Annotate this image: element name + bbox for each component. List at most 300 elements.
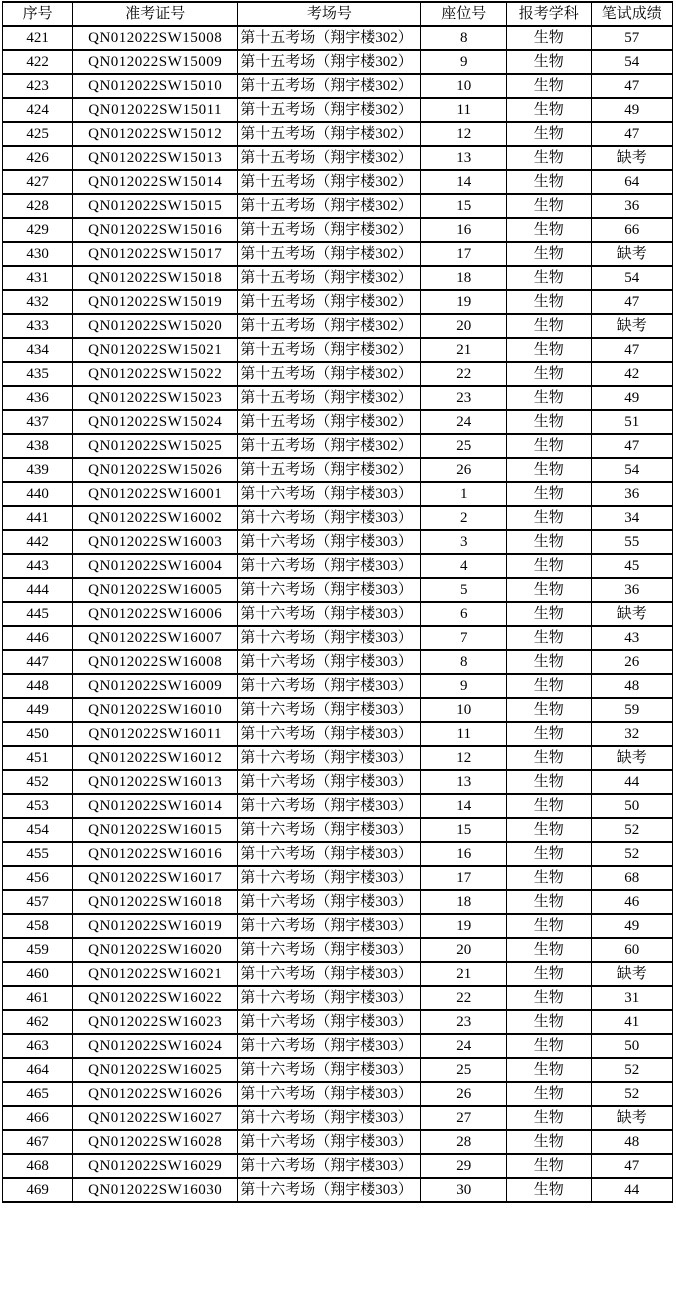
cell-room: 第十五考场（翔宇楼302）: [238, 458, 421, 482]
cell-subject: 生物: [507, 770, 592, 794]
column-header-ticket: 准考证号: [73, 2, 238, 26]
table-row: [3, 626, 673, 650]
table-row: [3, 530, 673, 554]
cell-room: 第十六考场（翔宇楼303）: [238, 650, 421, 674]
cell-ticket: QN012022SW15023: [73, 386, 238, 410]
cell-score: 31: [591, 986, 672, 1010]
cell-score: 48: [591, 1130, 672, 1154]
cell-index: 456: [3, 866, 73, 890]
table-row: [3, 146, 673, 170]
cell-room: 第十五考场（翔宇楼302）: [238, 218, 421, 242]
cell-room: 第十五考场（翔宇楼302）: [238, 242, 421, 266]
cell-subject: 生物: [507, 458, 592, 482]
cell-ticket: QN012022SW15016: [73, 218, 238, 242]
cell-subject: 生物: [507, 314, 592, 338]
cell-room: 第十六考场（翔宇楼303）: [238, 914, 421, 938]
cell-score: 43: [591, 626, 672, 650]
cell-room: 第十六考场（翔宇楼303）: [238, 842, 421, 866]
cell-score: 45: [591, 554, 672, 578]
table-row: [3, 938, 673, 962]
cell-room: 第十六考场（翔宇楼303）: [238, 722, 421, 746]
table-row: [3, 986, 673, 1010]
cell-subject: 生物: [507, 482, 592, 506]
cell-ticket: QN012022SW15012: [73, 122, 238, 146]
table-row: [3, 698, 673, 722]
column-header-subject: 报考学科: [507, 2, 592, 26]
cell-seat: 19: [421, 914, 507, 938]
cell-subject: 生物: [507, 170, 592, 194]
cell-index: 453: [3, 794, 73, 818]
cell-ticket: QN012022SW16005: [73, 578, 238, 602]
cell-index: 467: [3, 1130, 73, 1154]
cell-seat: 17: [421, 242, 507, 266]
cell-subject: 生物: [507, 794, 592, 818]
table-row: [3, 578, 673, 602]
cell-room: 第十六考场（翔宇楼303）: [238, 1010, 421, 1034]
cell-room: 第十五考场（翔宇楼302）: [238, 98, 421, 122]
cell-index: 434: [3, 338, 73, 362]
table-row: [3, 98, 673, 122]
cell-ticket: QN012022SW16001: [73, 482, 238, 506]
cell-score: 50: [591, 1034, 672, 1058]
table-row: [3, 914, 673, 938]
cell-index: 451: [3, 746, 73, 770]
cell-room: 第十六考场（翔宇楼303）: [238, 986, 421, 1010]
cell-index: 445: [3, 602, 73, 626]
table-row: [3, 818, 673, 842]
cell-subject: 生物: [507, 434, 592, 458]
cell-ticket: QN012022SW15021: [73, 338, 238, 362]
table-row: [3, 266, 673, 290]
cell-score: 55: [591, 530, 672, 554]
cell-ticket: QN012022SW16027: [73, 1106, 238, 1130]
cell-index: 437: [3, 410, 73, 434]
cell-ticket: QN012022SW16008: [73, 650, 238, 674]
cell-room: 第十六考场（翔宇楼303）: [238, 674, 421, 698]
cell-score: 36: [591, 194, 672, 218]
cell-index: 468: [3, 1154, 73, 1178]
cell-subject: 生物: [507, 338, 592, 362]
cell-index: 421: [3, 26, 73, 50]
cell-index: 438: [3, 434, 73, 458]
cell-subject: 生物: [507, 506, 592, 530]
cell-index: 431: [3, 266, 73, 290]
cell-room: 第十五考场（翔宇楼302）: [238, 314, 421, 338]
table-row: [3, 1082, 673, 1106]
cell-seat: 6: [421, 602, 507, 626]
cell-seat: 5: [421, 578, 507, 602]
cell-seat: 26: [421, 1082, 507, 1106]
table-row: [3, 218, 673, 242]
cell-score: 26: [591, 650, 672, 674]
cell-score: 59: [591, 698, 672, 722]
cell-seat: 24: [421, 1034, 507, 1058]
cell-room: 第十五考场（翔宇楼302）: [238, 146, 421, 170]
page: [0, 1, 676, 1302]
table-row: [3, 338, 673, 362]
table-row: [3, 1178, 673, 1202]
cell-seat: 8: [421, 650, 507, 674]
cell-room: 第十六考场（翔宇楼303）: [238, 1106, 421, 1130]
cell-ticket: QN012022SW15014: [73, 170, 238, 194]
cell-subject: 生物: [507, 1130, 592, 1154]
cell-seat: 13: [421, 146, 507, 170]
table-row: [3, 26, 673, 50]
column-header-room: 考场号: [238, 2, 421, 26]
cell-room: 第十六考场（翔宇楼303）: [238, 1178, 421, 1202]
table-header: [3, 2, 673, 26]
cell-ticket: QN012022SW16011: [73, 722, 238, 746]
cell-room: 第十六考场（翔宇楼303）: [238, 602, 421, 626]
cell-subject: 生物: [507, 698, 592, 722]
cell-ticket: QN012022SW15015: [73, 194, 238, 218]
cell-ticket: QN012022SW16009: [73, 674, 238, 698]
cell-seat: 14: [421, 794, 507, 818]
cell-subject: 生物: [507, 1010, 592, 1034]
cell-subject: 生物: [507, 1082, 592, 1106]
cell-index: 446: [3, 626, 73, 650]
cell-score: 52: [591, 842, 672, 866]
table-row: [3, 506, 673, 530]
cell-index: 461: [3, 986, 73, 1010]
table-row: [3, 74, 673, 98]
cell-seat: 25: [421, 1058, 507, 1082]
table-row: [3, 1130, 673, 1154]
cell-score: 47: [591, 290, 672, 314]
cell-room: 第十六考场（翔宇楼303）: [238, 746, 421, 770]
cell-subject: 生物: [507, 746, 592, 770]
table-row: [3, 602, 673, 626]
cell-score: 49: [591, 98, 672, 122]
cell-seat: 14: [421, 170, 507, 194]
cell-subject: 生物: [507, 842, 592, 866]
cell-subject: 生物: [507, 362, 592, 386]
cell-ticket: QN012022SW15019: [73, 290, 238, 314]
cell-score: 47: [591, 338, 672, 362]
cell-score: 48: [591, 674, 672, 698]
cell-index: 439: [3, 458, 73, 482]
cell-subject: 生物: [507, 194, 592, 218]
cell-seat: 28: [421, 1130, 507, 1154]
cell-room: 第十六考场（翔宇楼303）: [238, 1130, 421, 1154]
cell-ticket: QN012022SW16026: [73, 1082, 238, 1106]
cell-score: 46: [591, 890, 672, 914]
cell-score: 54: [591, 266, 672, 290]
table-row: [3, 290, 673, 314]
cell-score: 47: [591, 122, 672, 146]
cell-room: 第十五考场（翔宇楼302）: [238, 362, 421, 386]
cell-seat: 3: [421, 530, 507, 554]
cell-room: 第十五考场（翔宇楼302）: [238, 26, 421, 50]
table-row: [3, 362, 673, 386]
cell-seat: 23: [421, 386, 507, 410]
table-row: [3, 722, 673, 746]
table-row: [3, 170, 673, 194]
cell-index: 448: [3, 674, 73, 698]
cell-index: 442: [3, 530, 73, 554]
cell-index: 435: [3, 362, 73, 386]
cell-ticket: QN012022SW15010: [73, 74, 238, 98]
cell-seat: 16: [421, 842, 507, 866]
cell-index: 469: [3, 1178, 73, 1202]
cell-index: 432: [3, 290, 73, 314]
cell-room: 第十六考场（翔宇楼303）: [238, 506, 421, 530]
cell-ticket: QN012022SW16015: [73, 818, 238, 842]
cell-seat: 25: [421, 434, 507, 458]
cell-subject: 生物: [507, 50, 592, 74]
cell-index: 449: [3, 698, 73, 722]
cell-ticket: QN012022SW16004: [73, 554, 238, 578]
cell-room: 第十五考场（翔宇楼302）: [238, 410, 421, 434]
cell-seat: 11: [421, 98, 507, 122]
cell-score: 68: [591, 866, 672, 890]
cell-ticket: QN012022SW16007: [73, 626, 238, 650]
cell-subject: 生物: [507, 530, 592, 554]
cell-index: 422: [3, 50, 73, 74]
table-row: [3, 746, 673, 770]
cell-subject: 生物: [507, 818, 592, 842]
table-row: [3, 1034, 673, 1058]
cell-seat: 15: [421, 818, 507, 842]
cell-subject: 生物: [507, 98, 592, 122]
cell-score: 50: [591, 794, 672, 818]
cell-ticket: QN012022SW16025: [73, 1058, 238, 1082]
cell-score: 49: [591, 386, 672, 410]
cell-subject: 生物: [507, 914, 592, 938]
table-row: [3, 122, 673, 146]
cell-ticket: QN012022SW15026: [73, 458, 238, 482]
cell-room: 第十六考场（翔宇楼303）: [238, 530, 421, 554]
cell-index: 464: [3, 1058, 73, 1082]
cell-subject: 生物: [507, 722, 592, 746]
cell-score: 缺考: [591, 314, 672, 338]
cell-score: 缺考: [591, 746, 672, 770]
cell-ticket: QN012022SW15009: [73, 50, 238, 74]
table-row: [3, 434, 673, 458]
cell-seat: 27: [421, 1106, 507, 1130]
cell-room: 第十五考场（翔宇楼302）: [238, 386, 421, 410]
cell-room: 第十五考场（翔宇楼302）: [238, 194, 421, 218]
cell-room: 第十六考场（翔宇楼303）: [238, 890, 421, 914]
cell-seat: 1: [421, 482, 507, 506]
cell-subject: 生物: [507, 1106, 592, 1130]
cell-ticket: QN012022SW16022: [73, 986, 238, 1010]
cell-subject: 生物: [507, 386, 592, 410]
cell-seat: 21: [421, 962, 507, 986]
cell-score: 缺考: [591, 242, 672, 266]
cell-room: 第十六考场（翔宇楼303）: [238, 770, 421, 794]
cell-room: 第十六考场（翔宇楼303）: [238, 578, 421, 602]
table-row: [3, 1058, 673, 1082]
cell-score: 47: [591, 74, 672, 98]
cell-seat: 29: [421, 1154, 507, 1178]
cell-score: 52: [591, 818, 672, 842]
cell-ticket: QN012022SW15022: [73, 362, 238, 386]
cell-seat: 22: [421, 362, 507, 386]
cell-subject: 生物: [507, 218, 592, 242]
table-row: [3, 794, 673, 818]
table-row: [3, 386, 673, 410]
table-row: [3, 1154, 673, 1178]
cell-room: 第十六考场（翔宇楼303）: [238, 1154, 421, 1178]
cell-ticket: QN012022SW15008: [73, 26, 238, 50]
cell-room: 第十五考场（翔宇楼302）: [238, 266, 421, 290]
cell-room: 第十六考场（翔宇楼303）: [238, 962, 421, 986]
cell-seat: 8: [421, 26, 507, 50]
cell-index: 465: [3, 1082, 73, 1106]
cell-seat: 12: [421, 122, 507, 146]
cell-room: 第十六考场（翔宇楼303）: [238, 1034, 421, 1058]
cell-subject: 生物: [507, 890, 592, 914]
cell-room: 第十六考场（翔宇楼303）: [238, 554, 421, 578]
cell-seat: 21: [421, 338, 507, 362]
cell-subject: 生物: [507, 1058, 592, 1082]
cell-subject: 生物: [507, 1154, 592, 1178]
cell-seat: 24: [421, 410, 507, 434]
table-row: [3, 842, 673, 866]
cell-seat: 9: [421, 50, 507, 74]
cell-index: 452: [3, 770, 73, 794]
cell-ticket: QN012022SW15017: [73, 242, 238, 266]
cell-index: 440: [3, 482, 73, 506]
cell-subject: 生物: [507, 1178, 592, 1202]
cell-seat: 10: [421, 74, 507, 98]
cell-index: 429: [3, 218, 73, 242]
cell-subject: 生物: [507, 26, 592, 50]
cell-index: 460: [3, 962, 73, 986]
cell-index: 426: [3, 146, 73, 170]
cell-index: 459: [3, 938, 73, 962]
table-row: [3, 554, 673, 578]
cell-score: 44: [591, 1178, 672, 1202]
cell-seat: 7: [421, 626, 507, 650]
table-row: [3, 962, 673, 986]
cell-ticket: QN012022SW15025: [73, 434, 238, 458]
cell-index: 457: [3, 890, 73, 914]
table-row: [3, 482, 673, 506]
cell-index: 441: [3, 506, 73, 530]
cell-score: 54: [591, 50, 672, 74]
cell-index: 423: [3, 74, 73, 98]
cell-ticket: QN012022SW15018: [73, 266, 238, 290]
cell-ticket: QN012022SW16006: [73, 602, 238, 626]
table-row: [3, 674, 673, 698]
cell-subject: 生物: [507, 146, 592, 170]
cell-score: 36: [591, 482, 672, 506]
table-row: [3, 866, 673, 890]
cell-room: 第十五考场（翔宇楼302）: [238, 290, 421, 314]
cell-seat: 12: [421, 746, 507, 770]
exam-score-table: [2, 1, 673, 1203]
cell-seat: 20: [421, 314, 507, 338]
cell-index: 450: [3, 722, 73, 746]
cell-ticket: QN012022SW16017: [73, 866, 238, 890]
cell-subject: 生物: [507, 962, 592, 986]
cell-ticket: QN012022SW16013: [73, 770, 238, 794]
cell-score: 57: [591, 26, 672, 50]
cell-ticket: QN012022SW15020: [73, 314, 238, 338]
table-row: [3, 194, 673, 218]
cell-room: 第十五考场（翔宇楼302）: [238, 74, 421, 98]
cell-index: 466: [3, 1106, 73, 1130]
cell-ticket: QN012022SW16024: [73, 1034, 238, 1058]
cell-score: 32: [591, 722, 672, 746]
cell-score: 66: [591, 218, 672, 242]
cell-ticket: QN012022SW16003: [73, 530, 238, 554]
table-body: [3, 26, 673, 1202]
cell-score: 41: [591, 1010, 672, 1034]
cell-index: 428: [3, 194, 73, 218]
cell-subject: 生物: [507, 290, 592, 314]
cell-index: 458: [3, 914, 73, 938]
cell-subject: 生物: [507, 986, 592, 1010]
cell-score: 49: [591, 914, 672, 938]
table-row: [3, 650, 673, 674]
cell-subject: 生物: [507, 242, 592, 266]
cell-room: 第十六考场（翔宇楼303）: [238, 938, 421, 962]
cell-room: 第十六考场（翔宇楼303）: [238, 626, 421, 650]
cell-subject: 生物: [507, 554, 592, 578]
cell-ticket: QN012022SW16002: [73, 506, 238, 530]
cell-score: 42: [591, 362, 672, 386]
cell-room: 第十五考场（翔宇楼302）: [238, 50, 421, 74]
cell-seat: 17: [421, 866, 507, 890]
cell-subject: 生物: [507, 410, 592, 434]
cell-index: 444: [3, 578, 73, 602]
cell-subject: 生物: [507, 1034, 592, 1058]
cell-ticket: QN012022SW16029: [73, 1154, 238, 1178]
cell-room: 第十六考场（翔宇楼303）: [238, 1082, 421, 1106]
table-row: [3, 50, 673, 74]
cell-seat: 4: [421, 554, 507, 578]
cell-index: 455: [3, 842, 73, 866]
cell-subject: 生物: [507, 578, 592, 602]
cell-score: 51: [591, 410, 672, 434]
cell-score: 36: [591, 578, 672, 602]
cell-seat: 18: [421, 266, 507, 290]
cell-room: 第十六考场（翔宇楼303）: [238, 794, 421, 818]
cell-score: 47: [591, 434, 672, 458]
cell-subject: 生物: [507, 74, 592, 98]
cell-seat: 30: [421, 1178, 507, 1202]
column-header-seat: 座位号: [421, 2, 507, 26]
cell-ticket: QN012022SW16019: [73, 914, 238, 938]
table-row: [3, 890, 673, 914]
header-row: [3, 2, 673, 26]
cell-ticket: QN012022SW16028: [73, 1130, 238, 1154]
cell-ticket: QN012022SW15011: [73, 98, 238, 122]
cell-subject: 生物: [507, 938, 592, 962]
cell-seat: 23: [421, 1010, 507, 1034]
cell-subject: 生物: [507, 122, 592, 146]
cell-index: 447: [3, 650, 73, 674]
cell-index: 436: [3, 386, 73, 410]
column-header-index: 序号: [3, 2, 73, 26]
cell-ticket: QN012022SW15013: [73, 146, 238, 170]
cell-ticket: QN012022SW15024: [73, 410, 238, 434]
column-header-score: 笔试成绩: [591, 2, 672, 26]
cell-seat: 10: [421, 698, 507, 722]
cell-ticket: QN012022SW16021: [73, 962, 238, 986]
cell-seat: 18: [421, 890, 507, 914]
cell-score: 缺考: [591, 1106, 672, 1130]
cell-index: 462: [3, 1010, 73, 1034]
cell-room: 第十五考场（翔宇楼302）: [238, 338, 421, 362]
table-row: [3, 410, 673, 434]
cell-seat: 19: [421, 290, 507, 314]
cell-score: 44: [591, 770, 672, 794]
cell-ticket: QN012022SW16018: [73, 890, 238, 914]
